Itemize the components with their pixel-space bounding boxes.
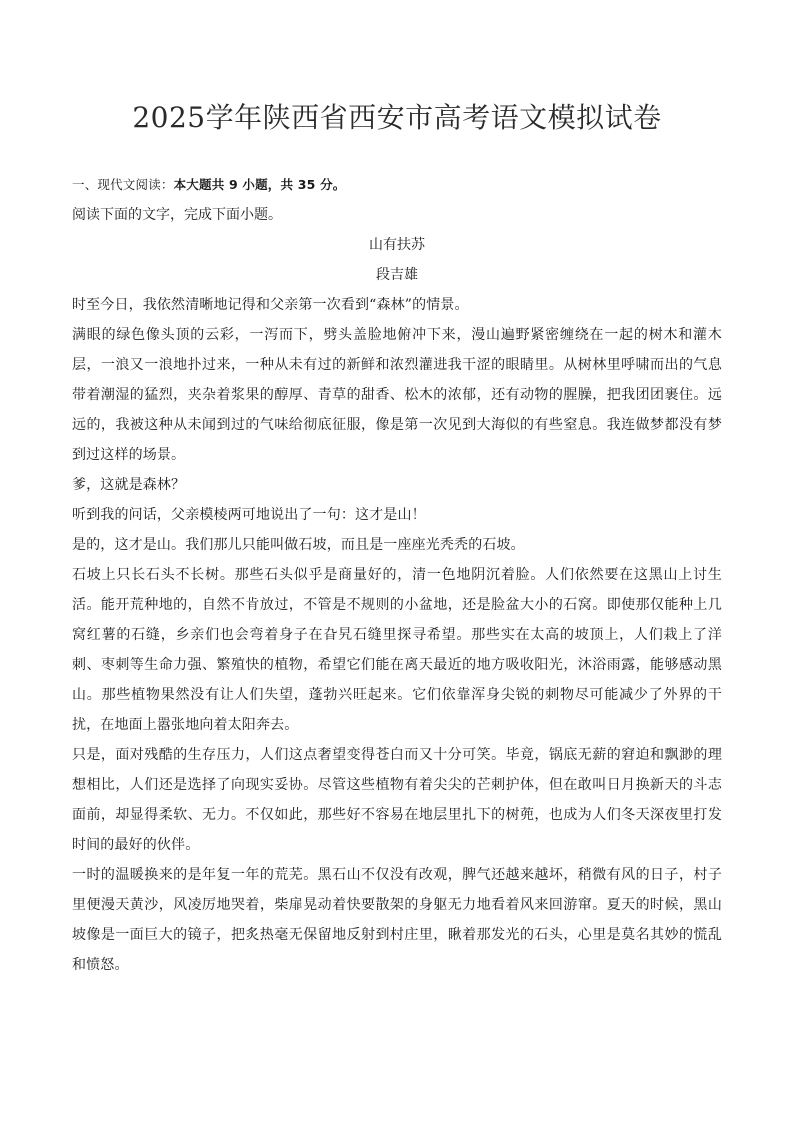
essay-paragraph: 满眼的绿色像头顶的云彩，一泻而下，劈头盖脸地俯冲下来，漫山遍野紧密缠绕在一起的树木和灌木层，一浪又一浪地扑过来，一种从未有过的新鲜和浓烈灌进我干涩的眼睛里。从树林里呼啸而出的气息带着潮湿的猛烈，夹杂着浆果的醇厚、青草的甜香、松木的浓郁，还有动物的腥臊，把我团团裹住。远远的，我被这种从未闻到过的气味给彻底征服，像是第一次见到大海似的有些窒息。我连做梦都没有梦到过这样的场景。 <box>72 327 722 463</box>
essay-paragraph: 一时的温暖换来的是年复一年的荒芜。黑石山不仅没有改观，脾气还越来越坏，稍微有风的日子，村子里便漫天黄沙，风凌厉地哭着，柴扉晃动着快要散架的身躯无力地看着风来回游窜。夏天的时候，黑山坡像是一面巨大的镜子，把炙热毫无保留地反射到村庄里，瞅着那发光的石头，心里是莫名其妙的慌乱和愤怒。 <box>72 867 722 973</box>
essay-paragraph: 石坡上只长石头不长树。那些石头似乎是商量好的，清一色地阴沉着脸。人们依然要在这黑山上讨生活。能开荒种地的，自然不肯放过，不管是不规则的小盆地，还是脸盆大小的石窝。即使那仅能种上几窝红薯的石缝，乡亲们也会弯着身子在旮旯石缝里探寻希望。那些实在太高的坡顶上，人们栽上了洋刺、枣刺等生命力强、繁殖快的植物，希望它们能在离天最近的地方吸收阳光，沐浴雨露，能够感动黑山。那些植物果然没有让人们失望，蓬勃兴旺起来。它们依靠浑身尖锐的刺物尽可能减少了外界的干扰，在地面上嚣张地向着太阳奔去。 <box>72 567 722 733</box>
essay-paragraph: 时至今日，我依然清晰地记得和父亲第一次看到“森林”的情景。 <box>72 297 469 313</box>
section-heading-lead: 一、现代文阅读： <box>72 177 174 192</box>
section-heading-detail: 本大题共 9 小题，共 35 分。 <box>173 177 346 192</box>
section-heading <box>72 170 722 200</box>
essay-paragraph: 是的，这才是山。我们那儿只能叫做石坡，而且是一座座光秃秃的石坡。 <box>72 537 525 553</box>
page-title: 2025学年陕西省西安市高考语文模拟试卷 <box>132 101 662 134</box>
exam-content <box>72 170 722 980</box>
reading-instruction: 阅读下面的文字，完成下面小题。 <box>72 207 282 223</box>
essay-title: 山有扶苏 <box>369 237 425 253</box>
essay-paragraph: 听到我的问话，父亲模棱两可地说出了一句：这才是山！ <box>72 507 426 523</box>
essay-paragraph: 爹，这就是森林？ <box>72 477 186 493</box>
essay-author: 段吉雄 <box>376 267 418 283</box>
essay-paragraph: 只是，面对残酷的生存压力，人们这点奢望变得苍白而又十分可笑。毕竟，锅底无薪的窘迫和飘渺的理想相比，人们还是选择了向现实妥协。尽管这些植物有着尖尖的芒刺护体，但在敢叫日月换新天的斗志面前，却显得柔软、无力。不仅如此，那些好不容易在地层里扎下的树蔸，也成为人们冬天深夜里打发时间的最好的伙伴。 <box>72 747 722 853</box>
